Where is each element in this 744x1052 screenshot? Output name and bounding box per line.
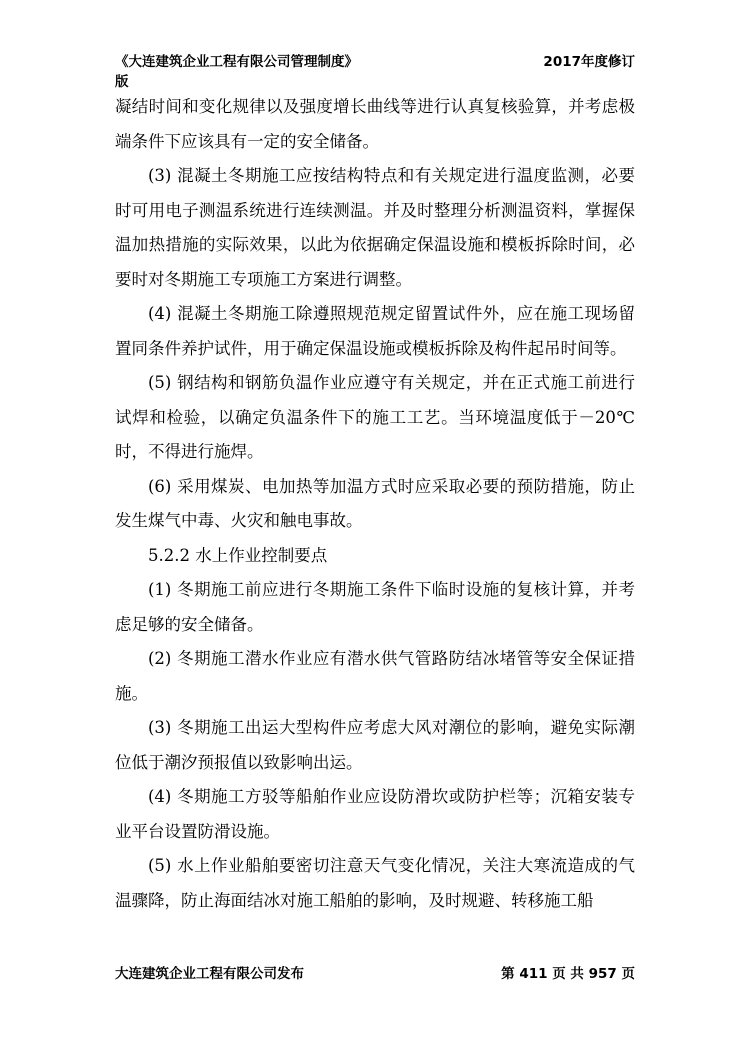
paragraph: (6) 采用煤炭、电加热等加温方式时应采取必要的预防措施，防止发生煤气中毒、火灾和触电事故。	[115, 476, 635, 530]
paragraph: (4) 冬期施工方驳等船舶作业应设防滑坎或防护栏等；沉箱安装专业平台设置防滑设施。	[115, 787, 635, 841]
header-edition-wrap: 版	[115, 74, 129, 90]
header-title: 《大连建筑企业工程有限公司管理制度》	[115, 54, 358, 70]
header-edition: 2017年度修订	[543, 54, 635, 70]
paragraph: (3) 冬期施工出运大型构件应考虑大风对潮位的影响，避免实际潮位低于潮汐预报值以致影响出运。	[115, 718, 635, 772]
paragraph: (1) 冬期施工前应进行冬期施工条件下临时设施的复核计算，并考虑足够的安全储备。	[115, 580, 635, 634]
paragraph: (4) 混凝土冬期施工除遵照规范规定留置试件外，应在施工现场留置同条件养护试件，用于确定保温设施或模板拆除及构件起吊时间等。	[115, 304, 635, 358]
paragraph: (5) 钢结构和钢筋负温作业应遵守有关规定，并在正式施工前进行试焊和检验，以确定负温条件下的施工工艺。当环境温度低于－20℃时，不得进行施焊。	[115, 373, 635, 461]
section-heading: 5.2.2 水上作业控制要点	[148, 545, 328, 565]
paragraph: 凝结时间和变化规律以及强度增长曲线等进行认真复核验算，并考虑极端条件下应该具有一定的安全储备。	[115, 97, 635, 151]
document-body	[115, 90, 635, 918]
footer-page-info: 第 411 页 共 957 页	[501, 966, 635, 982]
paragraph: (5) 水上作业船舶要密切注意天气变化情况，关注大寒流造成的气温骤降，防止海面结冰对施工船舶的影响，及时规避、转移施工船	[115, 856, 635, 910]
page-header	[115, 52, 635, 92]
paragraph: (2) 冬期施工潜水作业应有潜水供气管路防结冰堵管等安全保证措施。	[115, 649, 635, 703]
paragraph: (3) 混凝土冬期施工应按结构特点和有关规定进行温度监测，必要时可用电子测温系统进行连续测温。并及时整理分析测温资料，掌握保温加热措施的实际效果，以此为依据确定保温设施和模板拆除时间，必要时对冬期施工专项施工方案进行调整。	[115, 166, 635, 289]
page-footer	[115, 962, 635, 982]
footer-publisher: 大连建筑企业工程有限公司发布	[115, 966, 304, 982]
